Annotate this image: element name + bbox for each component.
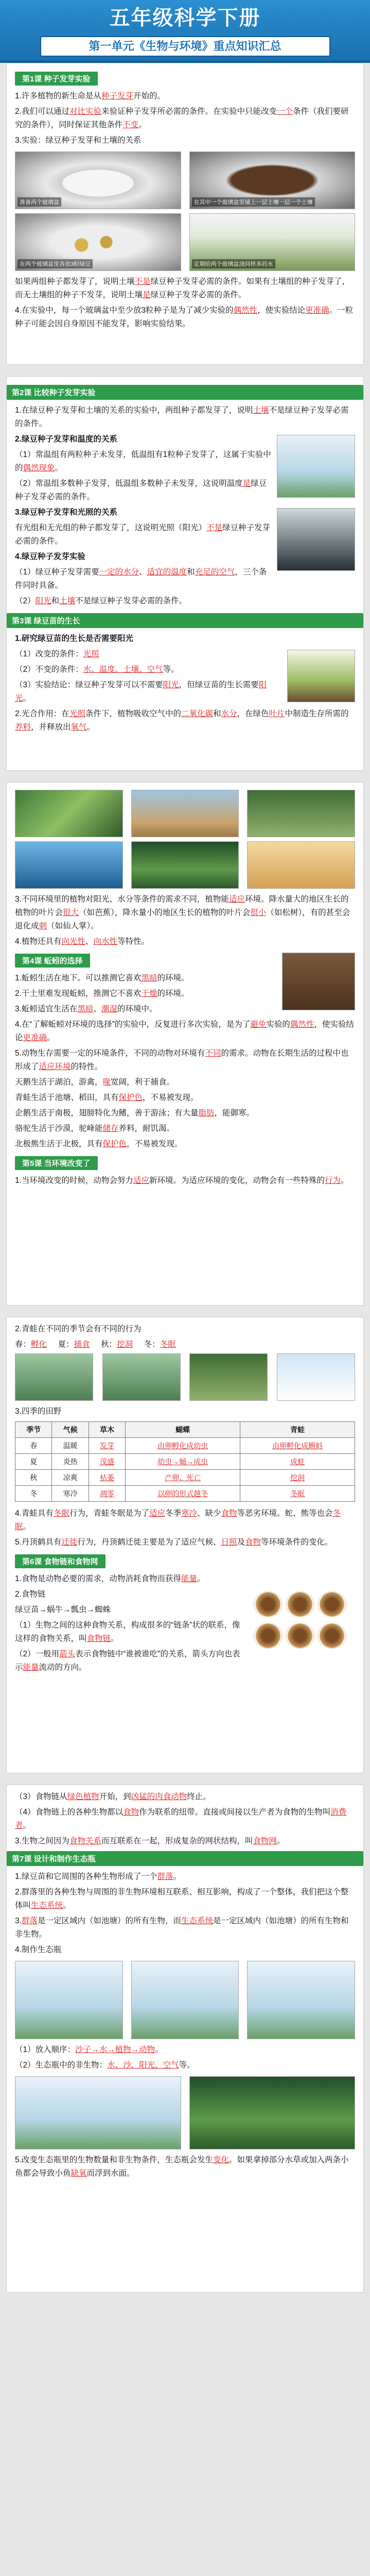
- lesson2-p4: （2）常温组多数种子发芽，低温组多数种子未发芽，这说明温度是绿豆种子发芽必需的条件。: [15, 479, 267, 501]
- photo-cactus: [131, 790, 239, 837]
- card-lesson6b-7: [6, 1785, 364, 2293]
- lesson1-p4: 如果两组种子都发芽了，说明土壤不是绿豆种子发芽必需的条件。如果有土壤组的种子发芽了，而无土壤组的种子不发芽，说明土壤是绿豆种子发芽必需的条件。: [15, 277, 350, 299]
- lesson2-label: 第2课 比较种子发芽实验: [7, 385, 363, 400]
- lesson6b-p3: 3.生物之间因为食物关系而互联系在一起，形成复杂的网状结构，叫食物网。: [15, 1837, 285, 1845]
- food-chain-photos: [252, 1590, 355, 1653]
- lesson7-p1: 1.绿豆苗和它周围的各种生物形成了一个群落。: [15, 1872, 181, 1881]
- lesson2-p6: 有光组和无光组的种子都发芽了，这说明光照（阳光）不是绿豆种子发芽必需的条件。: [15, 523, 271, 546]
- lesson5b-p4: 5.丹顶鹤具有迁徙行为，丹顶鹤迁徙主要是为了适应气候、日照及食物等环境条件的变化。: [15, 1538, 333, 1547]
- eco-bottle-photos: [15, 1961, 355, 2039]
- lesson4-p3: 3.蚯蚓适宜生活在黑暗、潮湿的环境中。: [15, 1005, 157, 1013]
- lesson5-p1: 1.当环境改变的时候，动物会努力适应新环境。为适应环境的变化，动物会有一些特殊的行为。: [15, 1176, 349, 1185]
- photo-rainforest: [131, 841, 239, 889]
- photo-spider: [317, 1591, 347, 1618]
- lesson7-p3: 3.群落是一定区域内（如池塘）的所有生物，而生态系统是一定区域内（如池塘）的所有生物和非生物。: [15, 1917, 349, 1939]
- plants-photos-row: [15, 790, 355, 837]
- lesson2-p3: （1）常温组有两粒种子未发芽，低温组有1粒种子发芽了，这属于实验中的偶然现象。: [15, 450, 271, 472]
- photo-bean-sprouts: [287, 650, 355, 702]
- lesson4-p6: 天鹅生活于湖泊，游禽，喙宽阔，利于捕食。: [15, 1078, 175, 1087]
- photo-frog-winter: [277, 1353, 355, 1401]
- photo-bottle-final: [15, 2076, 181, 2149]
- lesson3b-p2: 4.植物还具有向光性、向水性等特性。: [15, 937, 149, 946]
- lesson7-p4: 4.制作生态瓶: [15, 1945, 62, 1954]
- lesson4-p7: 青蛙生活于池塘、稻田，具有保护色，不易被发现。: [15, 1093, 199, 1102]
- photo-ladybug: [285, 1591, 315, 1618]
- frog-season-photos: [15, 1353, 355, 1401]
- lesson4-p8: 企鹅生活于南极，翅膀特化为鳍，善于游泳；有大量脂肪，能御寒。: [15, 1109, 255, 1117]
- lesson2-p2: 2.绿豆种子发芽和温度的关系: [15, 435, 117, 444]
- photo-bean-seedling: [285, 1622, 315, 1649]
- card-lesson5b-6: [6, 1317, 364, 1773]
- lesson7-p6: （2）生态瓶中的非生物：水、沙、阳光、空气等。: [15, 2061, 195, 2070]
- lesson5b-p2: 3.四季的田野: [15, 1407, 62, 1416]
- photo-banana-plant: [15, 790, 123, 837]
- page-title: 五年级科学下册: [109, 6, 261, 30]
- lesson3-p1: 1.研究绿豆苗的生长是否需要阳光: [15, 634, 133, 643]
- photo-water-plants: [189, 2076, 356, 2149]
- photo-watering: 定期给两个玻璃盆浇同样多的水: [189, 213, 356, 271]
- frog-seasons: 春：孵化 夏：捕食 秋：挖洞 冬：冬眠: [15, 1340, 176, 1349]
- lesson7-p2: 2.群落里的各种生物与周围的非生物环境相互联系、相互影响，构成了一个整体，我们把这个整体叫生态系统。: [15, 1888, 349, 1910]
- lesson5b-p3: 4.青蛙具有冬眠行为，青蛙冬眠是为了适应冬季寒冷、缺少食物等恶劣环境。蛇、熊等也会冬眠。: [15, 1509, 341, 1531]
- lesson2-p1: 1.在绿豆种子发芽和土壤的关系的实验中，两组种子都发芽了，说明土壤不是绿豆种子发芽必需的条件。: [15, 406, 349, 428]
- habitat-photos-row: [15, 841, 355, 889]
- lesson3b-p1: 3.不同环境里的植物对阳光、水分等条件的需求不同，植物能适应环境。降水量大的地区生长的植物的叶片会很大（如芭蕉），降水量小的地区生长的植物的叶片会很小（如松树），有的甚至会退化成刺（如仙人掌）。: [15, 895, 350, 930]
- photo-snail: [253, 1591, 283, 1618]
- lesson1-label: 第1课 种子发芽实验: [15, 72, 98, 86]
- photo-beans-dish: 在两个玻璃盆里各放3粒绿豆: [15, 213, 181, 271]
- lesson1-p1: 1.许多植物的新生命是从种子发芽开始的。: [15, 92, 165, 100]
- lesson3-p2: （1）改变的条件：光照: [15, 650, 99, 658]
- lesson6-p3: 绿豆苗→蜗牛→瓢虫→蜘蛛: [15, 1605, 111, 1614]
- lesson4-label: 第4课 蚯蚓的选择: [15, 954, 90, 968]
- eco-bottle-photos-2: [15, 2076, 355, 2149]
- lesson4-p4: 4.在“了解蚯蚓对环境的选择”的实验中，反复进行多次实验，是为了避免实验的偶然性，使实验结论更准确。: [15, 1020, 354, 1042]
- photo-bird: [253, 1622, 283, 1649]
- card-lesson3b-4-5: [6, 782, 364, 1306]
- experiment-photos-row2: [15, 213, 355, 271]
- lesson6-p5: （2）一般用箭头表示食物链中“谁被谁吃”的关系，箭头方向也表示能量流动的方向。: [15, 1650, 240, 1672]
- lesson4-p10: 北极熊生活于北极，具有保护色，不易被发现。: [15, 1140, 183, 1148]
- lesson6b-p1: （3）食物链从绿色植物开始，到凶猛的肉食动物终止。: [15, 1792, 211, 1801]
- lesson5-label: 第5课 当环境改变了: [15, 1156, 98, 1170]
- lesson6-p4: （1）生物之间的这种食物关系，构成很多的“链条”状的联系，像这样的食物关系，叫食物链。: [15, 1621, 240, 1643]
- lesson2-p8: （1）绿豆种子发芽需要一定的水分、适宜的温度和充足的空气，三个条件同时具备。: [15, 568, 267, 590]
- experiment-photos-row1: [15, 151, 355, 209]
- page-subtitle: 第一单元《生物与环境》重点知识汇总: [40, 36, 330, 57]
- photo-frog-spring: [15, 1353, 93, 1401]
- lesson6-p2: 2.食物链: [15, 1590, 46, 1599]
- lesson6-label: 第6课 食物链和食物网: [15, 1554, 105, 1568]
- lesson2-p7: 4.绿豆种子发芽实验: [15, 552, 85, 561]
- lesson6b-p2: （4）食物链上的各种生物都以食物作为联系的纽带。直接或间接以生产者为食物的生物叫消费者。: [15, 1808, 347, 1830]
- lesson2-p5: 3.绿豆种子发芽和光照的关系: [15, 508, 117, 517]
- photo-empty-dishes: 准备两个玻璃盆: [15, 151, 181, 209]
- lesson2-p9: （2）阳光和土壤不是绿豆种子发芽必需的条件。: [15, 597, 187, 605]
- lesson3-p4: （3）实验结论：绿豆种子发芽可以不需要阳光，但绿豆苗的生长需要阳光。: [15, 681, 267, 703]
- photo-pine-tree: [247, 790, 355, 837]
- photo-bottle-step2: [131, 1961, 239, 2039]
- card-lesson1: [6, 63, 364, 365]
- table-row: 夏 炎热 茂盛 幼虫→蛹→成虫 成蛙: [15, 1454, 355, 1470]
- lesson7-p5: （1）放入顺序：沙子→水→植物→动物。: [15, 2045, 163, 2054]
- card-lesson2-3: [6, 376, 364, 771]
- lesson7-label: 第7课 设计和制作生态瓶: [7, 1851, 363, 1866]
- photo-dark-box: [277, 508, 355, 571]
- photo-frog-summer: [102, 1353, 181, 1401]
- page-header: [0, 0, 370, 63]
- lesson3-p3: （2）不变的条件：水、温度、土壤、空气等。: [15, 665, 179, 674]
- lesson3-p5: 2.光合作用：在光照条件下，植物吸收空气中的二氧化碳和水分，在绿色叶片中制造生存所需的养料，并释放出氧气。: [15, 709, 349, 732]
- lesson4-p1: 1.蚯蚓生活在地下。可以推测它喜欢黑暗的环境。: [15, 974, 189, 982]
- photo-cups-experiment: [277, 435, 355, 498]
- lesson6-p1: 1.食物是动物必要的需求，动物消耗食物而获得能量。: [15, 1574, 205, 1583]
- table-row: 春 温暖 发芽 由卵孵化成幼虫 由卵孵化成蝌蚪: [15, 1438, 355, 1454]
- lesson3-label: 第3课 绿豆苗的生长: [7, 613, 363, 628]
- lesson1-p3: 3.实验：绿豆种子发芽和土壤的关系: [15, 136, 142, 145]
- photo-bottle-step1: [15, 1961, 123, 2039]
- table-row: 秋 凉爽 枯萎 产卵、死亡 挖洞: [15, 1470, 355, 1486]
- photo-earthworm: [282, 953, 355, 1010]
- four-seasons-table: 季节 气候 草木 蝴蝶 青蛙 春 温暖 发芽 由卵孵化成幼虫 由卵孵化成蝌蚪 夏 炎热 茂盛 幼虫→蛹→成虫 成蛙 秋 凉爽 枯萎 产卵、死亡 挖洞 冬 寒冷 凋零 以卵的形式越冬 冬眠: [15, 1421, 355, 1502]
- photo-soil-dish: 在其中一个玻璃盆里铺上一层土壤一层一个土壤: [189, 151, 356, 209]
- photo-sea: [15, 841, 123, 889]
- photo-aphid: [317, 1622, 347, 1649]
- lesson7-p7: 5.改变生态瓶里的生物数量和非生物条件，生态瓶会发生变化。如果拿掉部分水草或加入两条小鱼都会导致小鱼缺氧而浮到水面。: [15, 2156, 349, 2178]
- photo-desert: [247, 841, 355, 889]
- photo-frog-autumn: [189, 1353, 268, 1401]
- lesson4-p9: 骆驼生活于沙漠，驼峰能储存养料，耐饥渴。: [15, 1124, 175, 1133]
- lesson5b-p1: 2.青蛙在不同的季节会有不同的行为: [15, 1325, 142, 1333]
- lesson4-p5: 5.动物生存需要一定的环境条件，不同的动物对环境有不同的需求。动物在长期生活的过程中也形成了适应环境的特性。: [15, 1049, 349, 1071]
- table-row: 冬 寒冷 凋零 以卵的形式越冬 冬眠: [15, 1486, 355, 1502]
- lesson1-p2: 2.我们可以通过对比实验来验证种子发芽所必需的条件。在实验中只能改变一个条件（我们要研究的条件），同时保证其他条件不变。: [15, 107, 349, 129]
- lesson4-p2: 2.干土里难发现蚯蚓，推测它不喜欢干燥的环境。: [15, 989, 189, 998]
- photo-bottle-step3: [247, 1961, 355, 2039]
- lesson1-p5: 4.在实验中，每一个玻璃盆中至少放3粒种子是为了减少实验的偶然性，使实验结论更准确。一粒种子可能会因自身原因不能发芽，影响实验结果。: [15, 306, 354, 328]
